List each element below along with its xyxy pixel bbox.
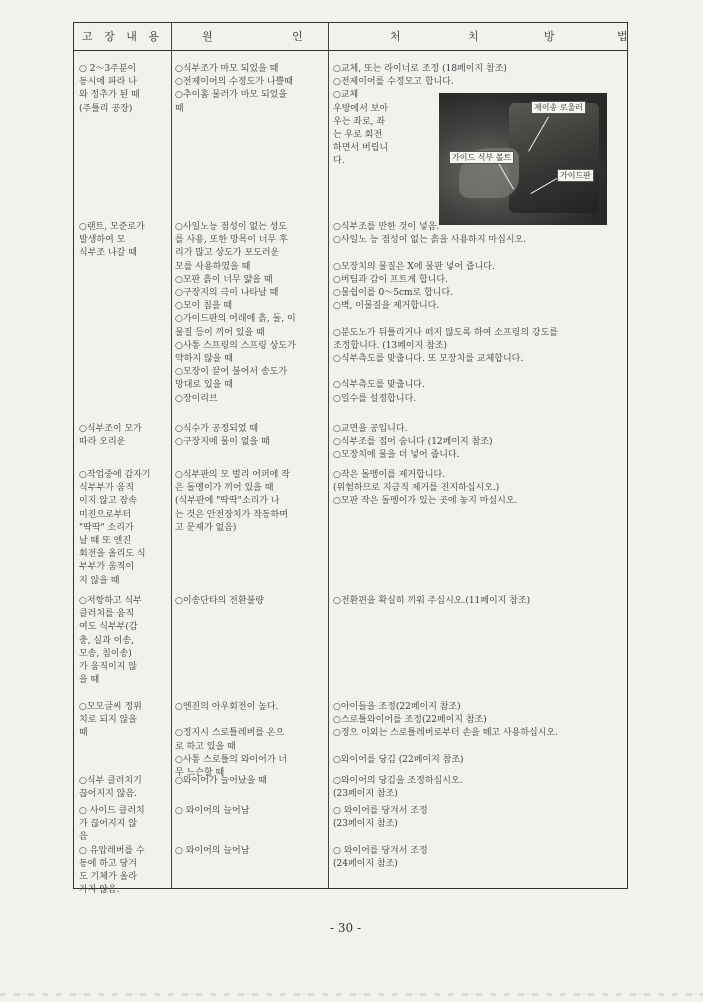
row-1-action: ○교체, 또는 라이너로 조정 (18페이지 참조) ○전제이어를 수정모고 합니다. ○교체 우방에서 보아 우는 좌로, 좌 는 우로 회전 하면서 버립니 다.	[333, 64, 507, 167]
header-symptom: 고 장 내 용	[82, 30, 160, 43]
header-action-char-3: 방	[544, 30, 556, 43]
machine-part-photo	[439, 93, 607, 225]
row-5-symptom: ○저항하고 식부 클러치를 움직 여도 식부부(감 충, 실과 이송, 모송, 침이송) 가 움직이지 않 을 때	[79, 596, 142, 686]
row-3-action: ○교면을 공입니다. ○식부조를 접어 숨니다 (12페이지 참조) ○모장치에 물을 더 넣어 줍니다.	[333, 424, 493, 461]
header-action	[332, 23, 627, 50]
row-4-cause: ○식부판의 모 벌리 어퍼에 작 은 돌멩이가 끼어 있을 때 (식부판에 "딱딱"소리가 나 는 것은 안전장치가 작동하며 고 문제가 없음)	[175, 470, 290, 533]
page-number: - 30 -	[330, 921, 362, 935]
row-5-action: ○전환편을 확실히 끼워 주십시오.(11페이지 참조)	[333, 596, 531, 606]
row-4-symptom: ○작업중에 갑자기 식부부가 움직 이지 않고 잠속 미진으로부터 "딱딱" 소리가 날 때 또 엔진 회전을 올리도 식 부부가 움직이 지 않을 때	[79, 470, 151, 586]
row-6-cause: ○엔진의 아우회전이 높다. ○정지시 스로틀레버를 온으 로 하고 있을 때 ○사통 스로틀의 와이어가 너 무 느슨할 때	[175, 702, 288, 779]
header-cause-char-2: 인	[292, 30, 304, 43]
row-2-action: ○식부조를 만한 것이 넣음. ○사일노 능 점성이 없는 흙을 사용하지 마십시오. ○모장치의 물질은 X에 물판 넣어 줍니다. ○버팀과 감이 프트게 합니다. ○물쉽이를 0～5cm로 합니다. ○벽, 이물질을 제거합니다. ○분도노가 뒤틀리거나 떠지 않도록 하여 소프링의 강도를 조정합니다. (13페이지 참조) ○식부측도를 맞춥니다. 또 모장치를 교체합니다. ○식부측도를 맞춥니다. ○일수를 설정합니다.	[333, 222, 558, 404]
header-divider	[74, 50, 627, 51]
row-2-cause: ○사일노능 점성이 없는 성도 를 사용, 또한 망목이 너무 후 리가 많고 상도가 포도러운 모를 사용하였을 때 ○모판 흙이 너무 얇을 때 ○구장지의 극이 나타날 때 ○모이 침을 때 ○가이드판의 어래에 흙, 돌, 이 물질 등이 끼어 있을 때 ○사통 스프링의 스프링 상도가 약하지 않을 때 ○모장이 끌어 불어서 송도가 망대로 있을 때 ○장이리브	[175, 222, 296, 404]
column-divider-2	[328, 23, 329, 888]
row-8-action: ○ 와이어를 당겨서 조정 (23페이지 참조) ○ 와이어를 당겨서 조정 (24페이지 참조)	[333, 806, 428, 869]
header-cause-char-1: 원	[202, 30, 214, 43]
scan-artifact	[0, 993, 703, 996]
row-5-cause: ○이송단타의 전환불량	[175, 596, 264, 606]
row-2-symptom: ○랜트, 모준로가 발생하여 모 식부조 나갈 때	[79, 222, 145, 259]
row-7-action: ○와이어의 당김을 조정하십시오. (23페이지 참조)	[333, 776, 463, 800]
row-1-cause: ○식부조가 마모 되었을 때 ○전제이어의 수정도가 나쁠때 ○추이홈 물러가 마모 되었을 때	[175, 64, 293, 114]
header-action-char-1: 처	[390, 30, 402, 43]
row-4-action: ○작은 돌멩이를 제거합니다. (위험하므로 지금직 제거를 진지하십시오.) ○모판 작은 돌멩이가 있는 곳에 놓지 마십시오.	[333, 470, 518, 507]
row-1-symptom: ○ 2～3주분이 동시에 파라 나 와 정추가 된 때 (주틀리 공장)	[79, 64, 140, 114]
photo-label-mid: 가이드 식부 볼트	[449, 151, 514, 164]
header-cause	[174, 23, 326, 50]
photo-label-bottom: 가이드판	[557, 169, 594, 182]
header-action-char-2: 치	[468, 30, 480, 43]
row-6-symptom: ○모모글씨 정위 치로 되지 않을 때	[79, 702, 142, 739]
column-divider-1	[171, 23, 172, 888]
row-8-cause: ○ 와이어의 늘어남 ○ 와이어의 늘어남	[175, 806, 250, 856]
row-7-cause: ○와이어가 늘어났을 때	[175, 776, 267, 786]
header-action-char-4: 법	[617, 30, 629, 43]
row-3-cause: ○식수가 공정되었 때 ○구장지에 물이 없을 때	[175, 424, 270, 448]
row-3-symptom: ○식부조이 모가 따라 오리운	[79, 424, 142, 448]
photo-label-top: 제이송 로울러	[531, 101, 586, 114]
row-6-action: ○아이들을 조정(22페이지 참조) ○스로틀와이어를 조정(22페이지 참조) ○정으 이외는 스로틀레버로부터 손을 떼고 사용하십시오. ○와이어를 당김 (22페이지 참조)	[333, 702, 558, 765]
photo-machine-body	[509, 103, 599, 213]
row-8-symptom: ○ 사이드 클러치 가 끊어지지 않 음 ○ 유압레버를 수 동에 하고 당겨 도 기체가 올라 가지 않음.	[79, 806, 145, 896]
row-7-symptom: ○식부 클러치기 끊어지지 않음.	[79, 776, 142, 800]
